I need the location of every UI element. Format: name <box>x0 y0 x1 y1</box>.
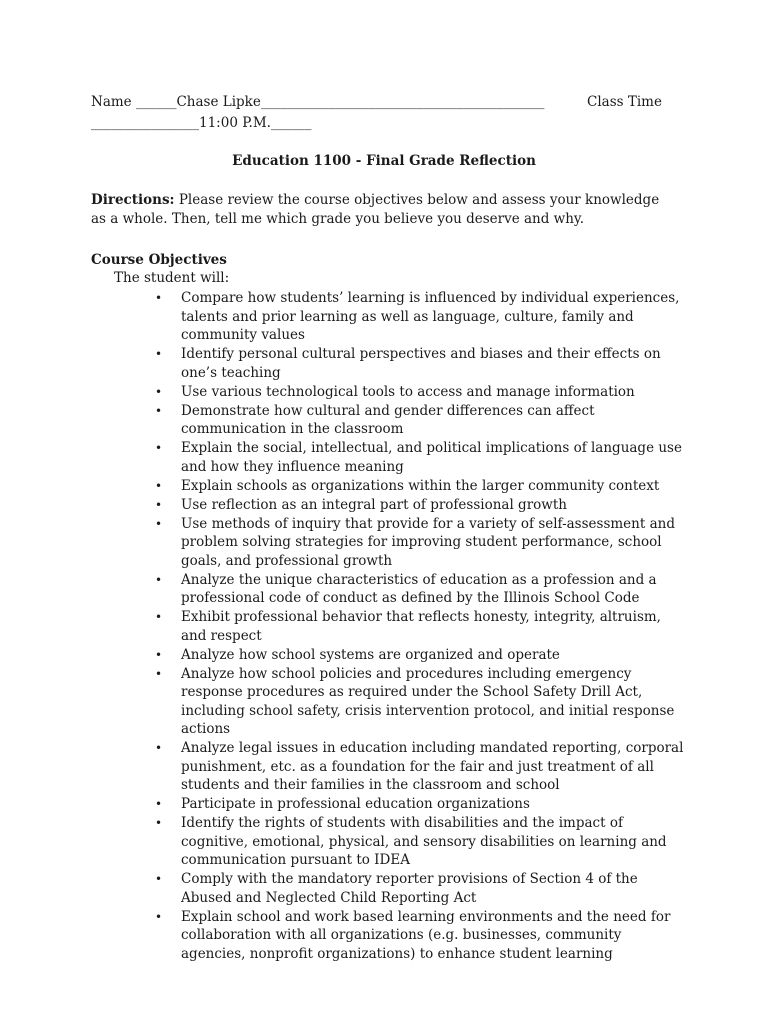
objective-text: Explain the social, intellectual, and political implications of language use and how they influence meaning <box>181 440 682 475</box>
bullet-icon: • <box>155 441 163 455</box>
objective-item <box>155 496 685 515</box>
objective-item <box>155 289 685 345</box>
objective-item <box>155 795 685 814</box>
bullet-icon: • <box>155 797 163 811</box>
class-time-value: ________________11:00 P.M.______ <box>91 115 312 131</box>
objective-text: Compare how students’ learning is influenced by individual experiences, talents and prior learning as well as language, culture, family and community values <box>181 290 680 343</box>
bullet-icon: • <box>155 572 163 587</box>
objective-text: Analyze the unique characteristics of education as a profession and a professional code of conduct as defined by the Illinois School Code <box>181 571 657 606</box>
objective-item <box>155 477 685 496</box>
objective-text: Explain school and work based learning environments and the need for collaboration with all organizations (e.g. businesses, community agencies, nonprofit organizations) to enhance student learning <box>181 908 671 962</box>
bullet-icon: • <box>155 741 163 755</box>
objective-text: Use reflection as an integral part of professional growth <box>181 496 567 513</box>
bullet-icon: • <box>155 291 163 305</box>
class-time-label: Class Time <box>587 94 662 110</box>
objective-item <box>155 439 685 476</box>
objective-text: Comply with the mandatory reporter provisions of Section 4 of the Abused and Neglected Child Reporting Act <box>181 871 638 906</box>
objective-item <box>155 402 685 439</box>
objective-item <box>155 646 685 665</box>
objective-text: Analyze how school systems are organized and operate <box>181 646 560 663</box>
objective-item <box>155 814 685 870</box>
objective-item <box>155 571 685 608</box>
objective-item <box>155 345 685 382</box>
objective-text: Identify the rights of students with disabilities and the impact of cognitive, emotional, physical, and sensory disabilities on learning and communication pursuant to IDEA <box>181 815 667 868</box>
objective-text: Demonstrate how cultural and gender differences can affect communication in the classroom <box>181 402 595 437</box>
objective-text: Exhibit professional behavior that reflects honesty, integrity, altruism, and respect <box>181 609 661 644</box>
objective-text: Use methods of inquiry that provide for a variety of self-assessment and problem solving strategies for improving student performance, school goals, and professional growth <box>181 515 675 569</box>
directions-lead: Directions: <box>91 192 175 208</box>
objective-item <box>155 908 685 964</box>
bullet-icon: • <box>155 497 163 512</box>
document-title: Education 1100 - Final Grade Reflection <box>232 153 536 169</box>
bullet-icon: • <box>155 403 163 418</box>
objective-text: Identify personal cultural perspectives and biases and their effects on one’s teaching <box>181 346 661 381</box>
objective-text: Participate in professional education organizations <box>181 796 530 812</box>
objective-text: Explain schools as organizations within the larger community context <box>181 477 660 494</box>
bullet-icon: • <box>155 816 163 830</box>
objective-item <box>155 383 685 402</box>
objectives-intro: The student will: <box>114 270 230 286</box>
objectives-heading: Course Objectives <box>91 252 227 268</box>
directions-paragraph <box>91 191 671 229</box>
objective-text: Use various technological tools to access and manage information <box>181 383 635 400</box>
bullet-icon: • <box>155 666 163 681</box>
objective-item <box>155 608 685 645</box>
name-field: Name ______Chase Lipke__________________________________________ <box>91 94 545 110</box>
header-name-line <box>91 93 691 112</box>
objective-item <box>155 665 685 739</box>
bullet-icon: • <box>155 478 163 493</box>
objective-text: Analyze legal issues in education including mandated reporting, corporal punishment, etc. as a foundation for the fair and just treatment of all students and their families in the classroom and school <box>181 740 684 793</box>
bullet-icon: • <box>155 516 163 531</box>
objective-item <box>155 515 685 571</box>
objectives-list <box>155 289 685 964</box>
bullet-icon: • <box>155 647 163 662</box>
bullet-icon: • <box>155 909 163 924</box>
bullet-icon: • <box>155 347 163 361</box>
objective-item <box>155 739 685 795</box>
directions-text: Please review the course objectives below and assess your knowledge as a whole. Then, tell me which grade you believe you deserve and why. <box>91 192 660 227</box>
bullet-icon: • <box>155 384 163 399</box>
objective-text: Analyze how school policies and procedures including emergency response procedures as required under the School Safety Drill Act, including school safety, crisis intervention protocol, and initial response actions <box>181 665 675 737</box>
bullet-icon: • <box>155 872 163 886</box>
objective-item <box>155 870 685 907</box>
bullet-icon: • <box>155 610 163 624</box>
